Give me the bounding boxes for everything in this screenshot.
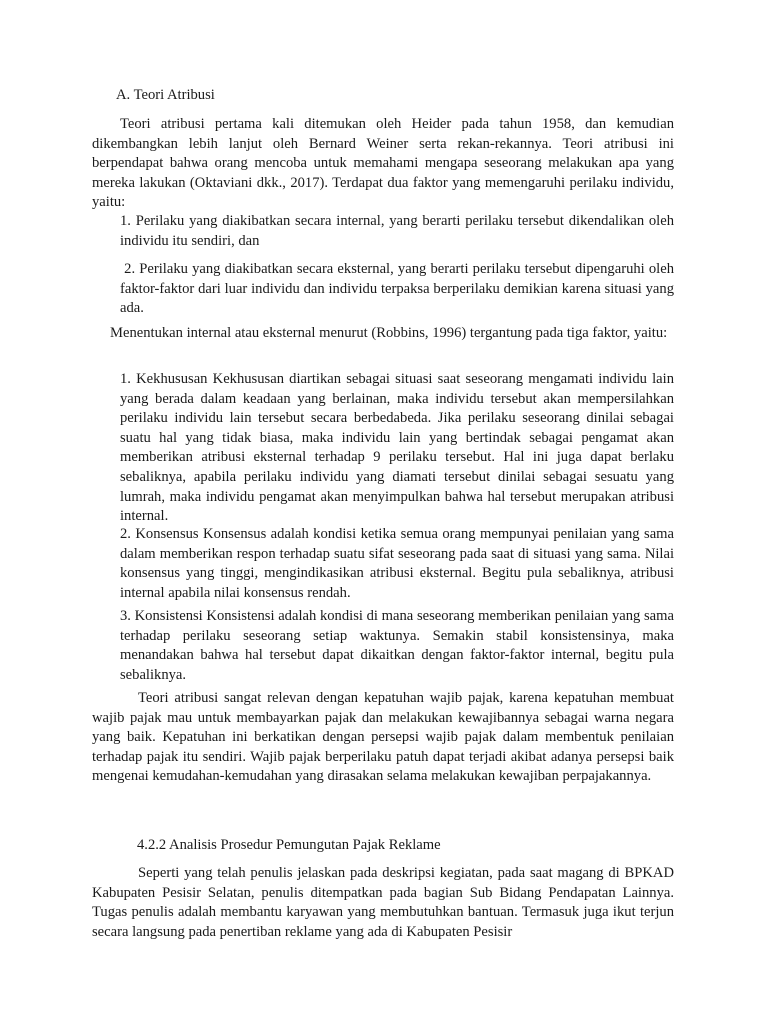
- criteria-item-konsensus: 2. Konsensus Konsensus adalah kondisi ketika semua orang mempunyai penilaian yang sama dalam memberikan respon terhadap suatu sifat seseorang pada saat di situasi yang sama. Nilai konsensus yang tinggi, mengindikasikan atribusi eksternal. Begitu pula sebaliknya, atribusi internal apabila nilai konsensus rendah.: [120, 526, 674, 601]
- subsection-heading: 4.2.2 Analisis Prosedur Pemungutan Pajak Reklame: [137, 837, 441, 853]
- criteria-item-konsistensi: 3. Konsistensi Konsistensi adalah kondisi di mana seseorang memberikan penilaian yang sama terhadap perilaku seseorang setiap waktunya. Semakin stabil konsistensinya, maka menandakan bahwa hal tersebut dapat dikaitkan dengan faktor-faktor internal, begitu pula sebaliknya.: [120, 608, 674, 683]
- factor-item-internal: 1. Perilaku yang diakibatkan secara internal, yang berarti perilaku tersebut dikendalikan oleh individu itu sendiri, dan: [120, 213, 674, 249]
- relevance-paragraph: Teori atribusi sangat relevan dengan kepatuhan wajib pajak, karena kepatuhan membuat wajib pajak mau untuk membayarkan pajak dan melakukan kewajibannya sebagai warna negara yang baik. Kepatuhan ini berkatikan dengan persepsi wajib pajak dalam membentuk penilaian terhadap pajak itu sendiri. Wajib pajak berperilaku patuh dapat terjadi akibat adanya persepsi baik mengenai kemudahan-kemudahan yang dirasakan selama melakukan kewajiban perpajakannya.: [92, 690, 674, 785]
- analysis-paragraph: Seperti yang telah penulis jelaskan pada deskripsi kegiatan, pada saat magang di BPKAD Kabupaten Pesisir Selatan, penulis ditempatkan pada bagian Sub Bidang Pendapatan Lainnya. Tugas penulis adalah membantu karyawan yang membutuhkan bantuan. Termasuk juga ikut terjun secara langsung pada penertiban reklame yang ada di Kabupaten Pesisir: [92, 865, 674, 940]
- factor-item-external: 2. Perilaku yang diakibatkan secara eksternal, yang berarti perilaku tersebut dipengaruhi oleh faktor-faktor dari luar individu dan individu terpaksa berperilaku demikian karena situasi yang ada.: [120, 261, 678, 317]
- criteria-item-kekhususan: 1. Kekhususan Kekhususan diartikan sebagai situasi saat seseorang mengamati individu lain yang berada dalam keadaan yang berlainan, maka individu tersebut akan mempersilahkan perilaku individu lain tersebut secara berbedabeda. Jika perilaku seseorang dinilai sebagai suatu hal yang tidak biasa, maka individu lain yang bertindak sebagai pengamat akan memberikan atribusi eksternal terhadap 9 perilaku tersebut. Hal ini juga dapat berlaku sebaliknya, apabila perilaku individu yang diamati tersebut dinilai sebagai sesuatu yang lumrah, maka individu pengamat akan menyimpulkan bahwa hal tersebut merupakan atribusi internal.: [120, 371, 674, 525]
- section-heading: A. Teori Atribusi: [116, 87, 215, 103]
- intro-paragraph: Teori atribusi pertama kali ditemukan oleh Heider pada tahun 1958, dan kemudian dikembangkan lebih lanjut oleh Bernard Weiner serta rekan-rekannya. Teori atribusi ini berpendapat bahwa orang mencoba untuk memahami mengapa seseorang melakukan apa yang mereka lakukan (Oktaviani dkk., 2017). Terdapat dua faktor yang memengaruhi perilaku individu, yaitu:: [92, 116, 674, 211]
- determine-paragraph: Menentukan internal atau eksternal menurut (Robbins, 1996) tergantung pada tiga faktor, yaitu:: [110, 325, 668, 341]
